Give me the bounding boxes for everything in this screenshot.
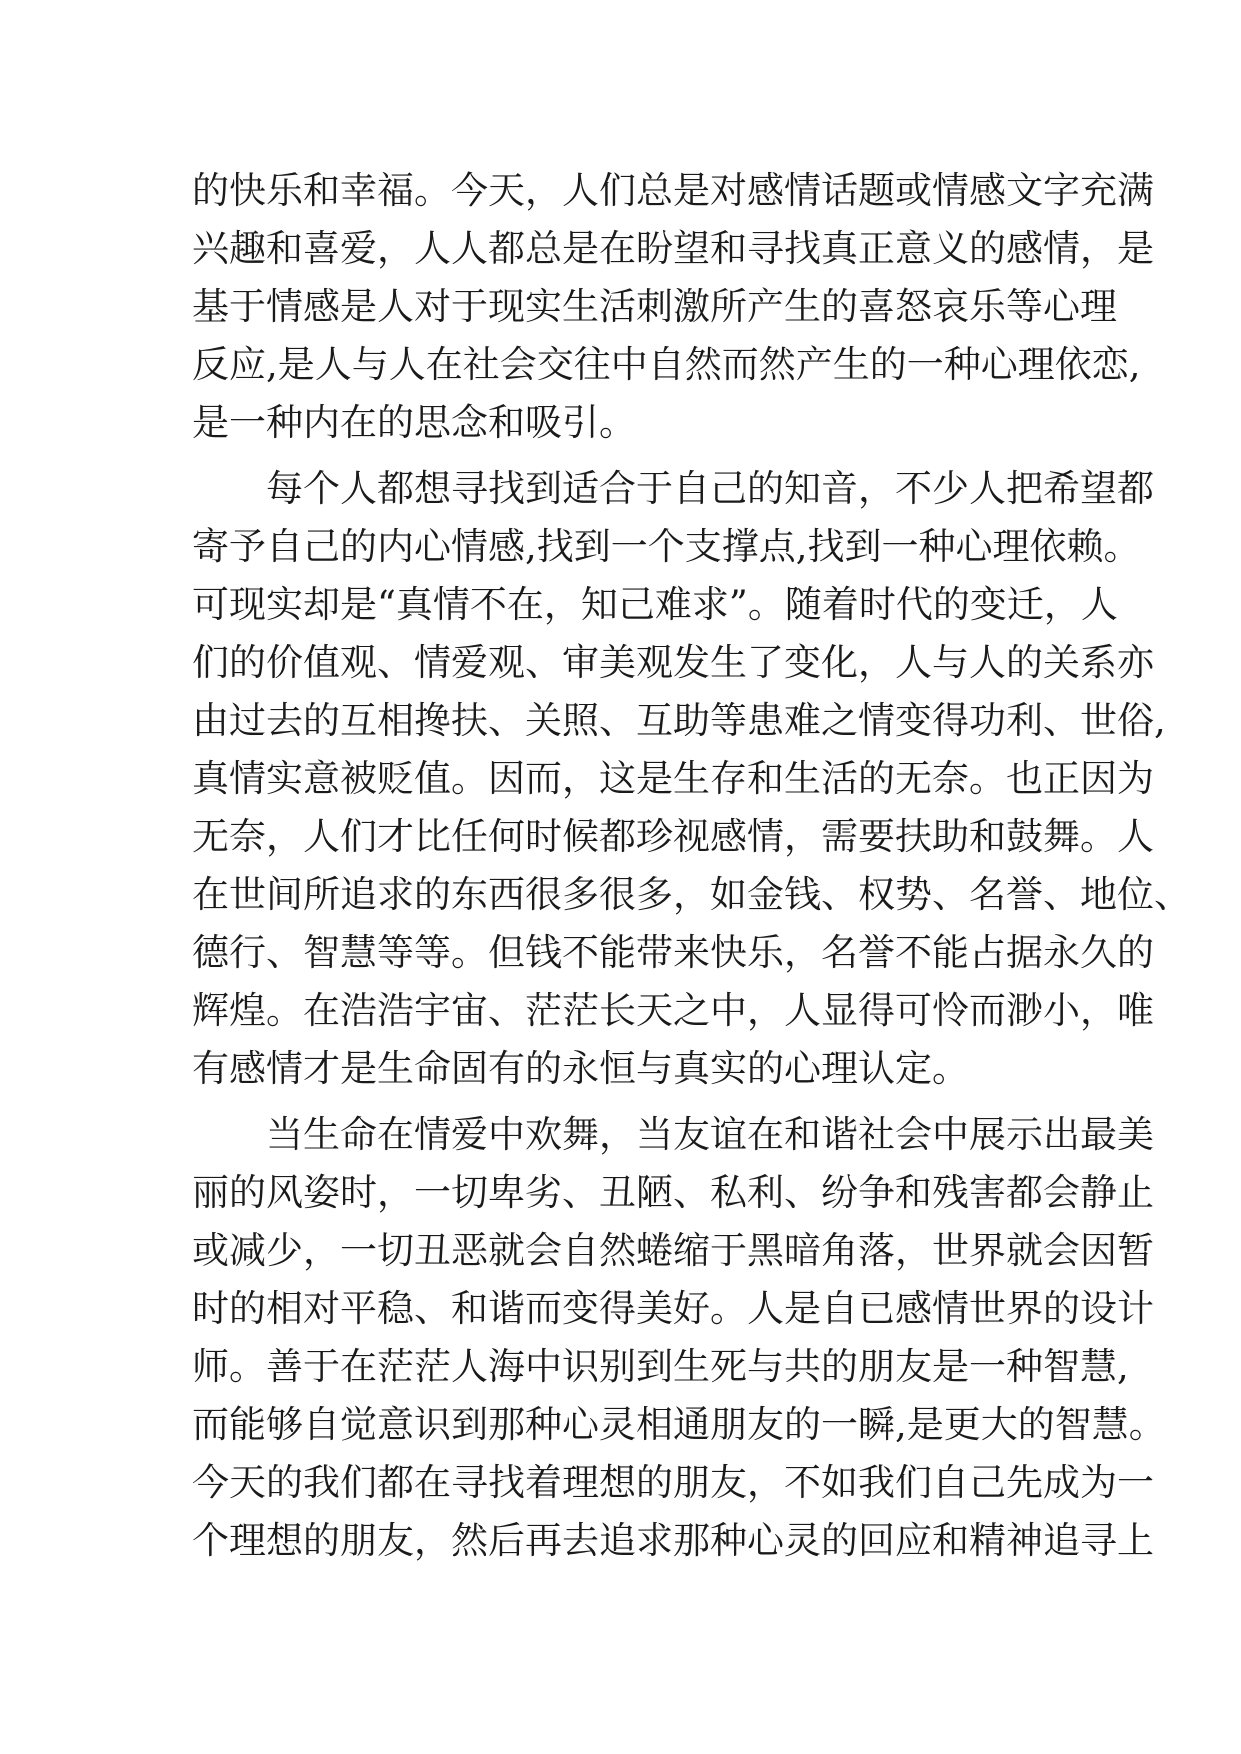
text-line: 有感情才是生命固有的永恒与真实的心理认定。 <box>192 1047 969 1090</box>
text-line: 师。善于在茫茫人海中识别到生死与共的朋友是一种智慧, <box>192 1345 1129 1388</box>
paragraph-1 <box>192 162 1154 452</box>
text-line: 德行、智慧等等。但钱不能带来快乐，名誉不能占据永久的 <box>192 931 1154 974</box>
text-line: 可现实却是“真情不在，知己难求”。随着时代的变迁，人 <box>192 583 1118 626</box>
body-text <box>192 162 1191 1570</box>
text-line: 今天的我们都在寻找着理想的朋友，不如我们自己先成为一 <box>192 1461 1154 1504</box>
text-line: 反应,是人与人在社会交往中自然而然产生的一种心理依恋, <box>192 343 1141 386</box>
text-line: 在世间所追求的东西很多很多，如金钱、权势、名誉、地位、 <box>192 873 1191 916</box>
paragraph-gap <box>192 452 1052 460</box>
text-line: 每个人都想寻找到适合于自己的知音，不少人把希望都 <box>266 467 1154 510</box>
text-line: 的快乐和幸福。今天，人们总是对感情话题或情感文字充满 <box>192 169 1154 212</box>
text-line: 寄予自己的内心情感,找到一个支撑点,找到一种心理依赖。 <box>192 525 1141 568</box>
text-line: 个理想的朋友，然后再去追求那种心灵的回应和精神追寻上 <box>192 1519 1154 1562</box>
text-line: 丽的风姿时，一切卑劣、丑陋、私利、纷争和残害都会静止 <box>192 1171 1154 1214</box>
paragraph-gap <box>192 1098 1052 1106</box>
text-line: 而能够自觉意识到那种心灵相通朋友的一瞬,是更大的智慧。 <box>192 1403 1166 1446</box>
text-line: 们的价值观、情爱观、审美观发生了变化，人与人的关系亦 <box>192 641 1154 684</box>
text-line: 无奈，人们才比任何时候都珍视感情，需要扶助和鼓舞。人 <box>192 815 1154 858</box>
text-line: 是一种内在的思念和吸引。 <box>192 401 636 444</box>
paragraph-3 <box>192 1106 1166 1570</box>
text-line: 基于情感是人对于现实生活刺激所产生的喜怒哀乐等心理 <box>192 285 1117 328</box>
text-line: 辉煌。在浩浩宇宙、茫茫长天之中，人显得可怜而渺小，唯 <box>192 989 1154 1032</box>
paragraph-2 <box>192 460 1191 1098</box>
text-line: 兴趣和喜爱，人人都总是在盼望和寻找真正意义的感情，是 <box>192 227 1154 270</box>
text-line: 或减少，一切丑恶就会自然蜷缩于黑暗角落，世界就会因暂 <box>192 1229 1154 1272</box>
text-line: 当生命在情爱中欢舞，当友谊在和谐社会中展示出最美 <box>266 1113 1154 1156</box>
text-line: 时的相对平稳、和谐而变得美好。人是自已感情世界的设计 <box>192 1287 1154 1330</box>
text-line: 真情实意被贬值。因而，这是生存和生活的无奈。也正因为 <box>192 757 1154 800</box>
text-line: 由过去的互相搀扶、关照、互助等患难之情变得功利、世俗, <box>192 699 1166 742</box>
